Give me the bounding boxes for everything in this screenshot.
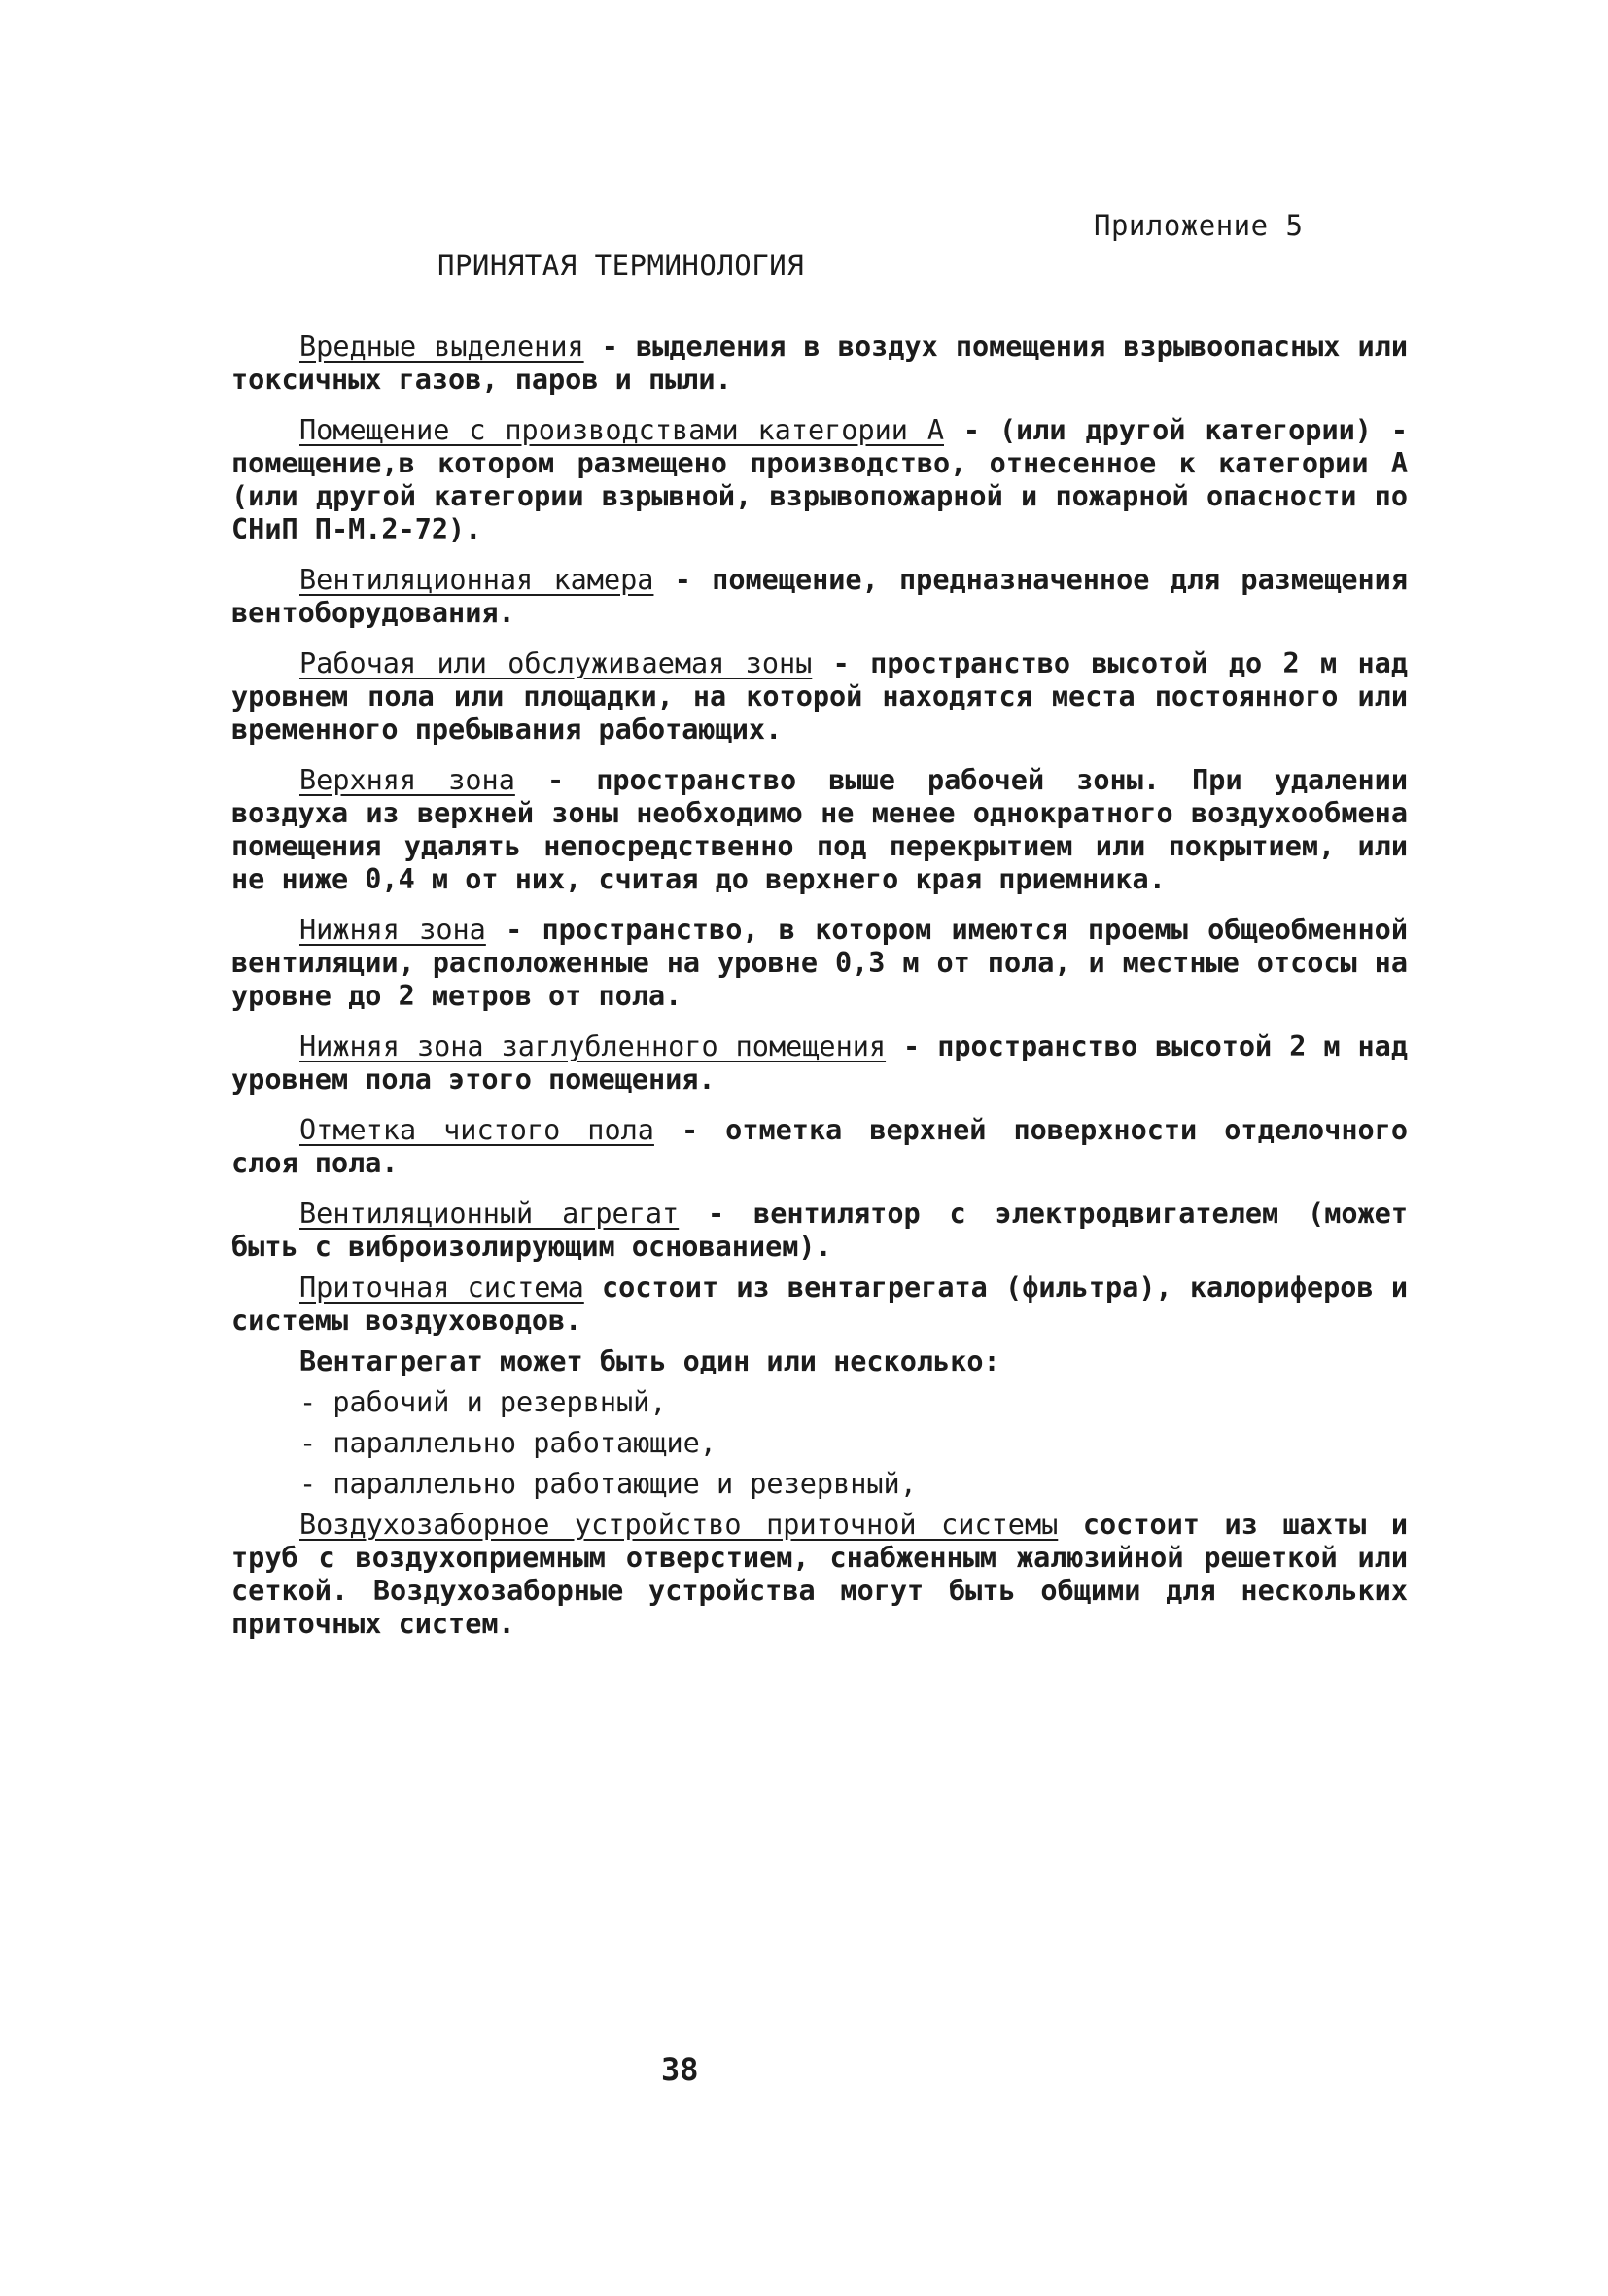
definition-text: - выделения в воздух помещения взрывоопасных или токсичных газов, паров и пыли.: [231, 330, 1408, 396]
definition-paragraph: [231, 1114, 1408, 1180]
terminology-body: [231, 330, 1408, 1658]
definition-text: - (или другой категории) - помещение,в котором размещено производство, отнесенное к категории А (или другой категории взрывной, взрывопожарной и пожарной опасности по СНиП П-М.2-72).: [231, 414, 1408, 545]
definition-term: Верхняя зона: [299, 764, 515, 796]
definition-text: состоит из шахты и труб с воздухоприемным отверстием, снабженным жалюзийной решеткой или сеткой. Воздухозаборные устройства могут быть общими для нескольких приточных систем.: [231, 1509, 1408, 1640]
definition-paragraph: [231, 1198, 1408, 1264]
definition-term: Рабочая или обслуживаемая зоны: [299, 647, 813, 679]
page-number: 38: [661, 2051, 699, 2088]
definition-text: - пространство высотой до 2 м над уровнем пола или площадки, на которой находятся места постоянного или временного пребывания работающих.: [231, 647, 1408, 746]
definition-term: Отметка чистого пола: [299, 1114, 654, 1146]
definition-term: Нижняя зона заглубленного помещения: [299, 1030, 887, 1062]
definition-term: Вентиляционная камера: [299, 564, 654, 596]
definition-text: - пространство выше рабочей зоны. При удалении воздуха из верхней зоны необходимо не менее однократного воздухообмена помещения удалять непосредственно под перекрытием или покрытием, или не ниже 0,4 м от них, считая до верхнего края приемника.: [231, 764, 1408, 895]
definition-paragraph: [231, 914, 1408, 1013]
definition-text: - пространство, в котором имеются проемы общеобменной вентиляции, расположенные на уровне 0,3 м от пола, и местные отсосы на уровне до 2 метров от пола.: [231, 914, 1409, 1012]
page-title: ПРИНЯТАЯ ТЕРМИНОЛОГИЯ: [437, 249, 805, 282]
definition-term: Нижняя зона: [299, 914, 486, 946]
list-item: - параллельно работающие,: [299, 1427, 717, 1459]
definition-text: состоит из вентагрегата (фильтра), калориферов и системы воздуховодов.: [231, 1271, 1409, 1337]
definition-paragraph: [231, 330, 1408, 397]
definition-term: Вредные выделения: [299, 330, 584, 363]
definition-paragraph: [231, 564, 1408, 630]
definition-text: - пространство высотой 2 м над уровнем пола этого помещения.: [231, 1030, 1408, 1096]
definition-paragraph: [231, 1271, 1408, 1338]
unit-intro: Вентагрегат может быть один или несколько:: [299, 1345, 1000, 1377]
definition-paragraph: [231, 1509, 1408, 1641]
definition-paragraph: [231, 414, 1408, 546]
definition-text: - вентилятор с электродвигателем (может быть с виброизолирующим основанием).: [231, 1198, 1408, 1263]
definition-term: Помещение с производствами категории А: [299, 414, 944, 446]
appendix-label: Приложение 5: [1094, 209, 1304, 242]
list-item: - рабочий и резервный,: [299, 1386, 667, 1418]
definition-text: - помещение, предназначенное для размещения вентоборудования.: [231, 564, 1408, 629]
definition-paragraph: [231, 1030, 1408, 1096]
definition-paragraph: [231, 647, 1408, 747]
definition-term: Приточная система: [299, 1271, 584, 1304]
definition-paragraph: [231, 764, 1408, 896]
definition-term: Вентиляционный агрегат: [299, 1198, 680, 1230]
list-item: - параллельно работающие и резервный,: [299, 1468, 917, 1500]
unit-list: [231, 1386, 1408, 1501]
definition-term: Воздухозаборное устройство приточной системы: [299, 1509, 1059, 1541]
definition-text: - отметка верхней поверхности отделочного слоя пола.: [231, 1114, 1409, 1179]
